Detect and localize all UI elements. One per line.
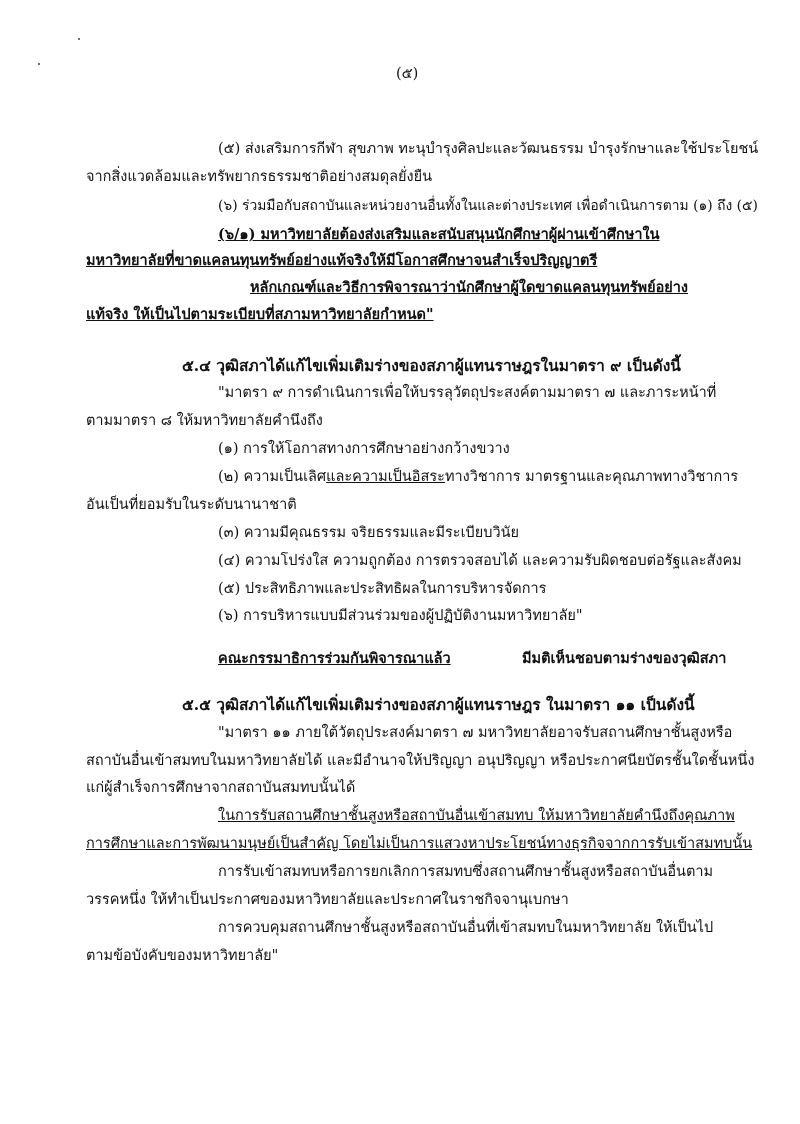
section-5-4-intro-line2: ตามมาตรา ๘ ให้มหาวิทยาลัยคำนึงถึง: [86, 413, 323, 429]
item-6-1-line2: มหาวิทยาลัยที่ขาดแคลนทุนทรัพย์อย่างแท้จริงให้มีโอกาสศึกษาจนสำเร็จปริญญาตรี: [86, 252, 598, 269]
section-5-5-p1-line2: สถาบันอื่นเข้าสมทบในมหาวิทยาลัยได้ และมีอำนาจให้ปริญญา อนุปริญญา หรือประกาศนียบัตรชั้นใดชั้นหนึ่ง: [86, 753, 755, 769]
page-number: (๕): [396, 66, 419, 82]
scan-speck: [78, 38, 80, 40]
section-5-4-item-3: (๓) ความมีคุณธรรม จริยธรรมและมีระเบียบวินัย: [218, 525, 520, 541]
section-5-4-item-4: (๔) ความโปร่งใส ความถูกต้อง การตรวจสอบได้ และความรับผิดชอบต่อรัฐและสังคม: [218, 553, 742, 569]
section-5-5-p4-line2: ตามข้อบังคับของมหาวิทยาลัย": [86, 948, 279, 964]
item-6-1-line1: (๖/๑) มหาวิทยาลัยต้องส่งเสริมและสนับสนุนนักศึกษาผู้ผ่านเข้าศึกษาใน: [218, 226, 660, 243]
section-5-4-item-5: (๕) ประสิทธิภาพและประสิทธิผลในการบริหารจัดการ: [218, 581, 547, 597]
scan-speck: [38, 63, 40, 65]
section-5-4-item-6: (๖) การบริหารแบบมีส่วนร่วมของผู้ปฏิบัติงานมหาวิทยาลัย": [218, 608, 583, 624]
section-5-4-item-2: [218, 467, 738, 487]
item-6: (๖) ร่วมมือกับสถาบันและหน่วยงานอื่นทั้งในและต่างประเทศ เพื่อดำเนินการตาม (๑) ถึง (๕): [218, 198, 758, 214]
item-2-text-a: (๒) ความเป็นเลิศ: [218, 469, 327, 485]
committee-left: คณะกรรมาธิการร่วมกันพิจารณาแล้ว: [218, 650, 451, 667]
item-2-underlined-insert: และความเป็นอิสระ: [326, 469, 445, 485]
section-5-4-heading: ๕.๔ วุฒิสภาได้แก้ไขเพิ่มเติมร่างของสภาผู้แทนราษฎรในมาตรา ๙ เป็นดังนี้: [182, 356, 681, 375]
section-5-5-p4-line1: การควบคุมสถานศึกษาชั้นสูงหรือสถาบันอื่นที่เข้าสมทบในมหาวิทยาลัย ให้เป็นไป: [218, 920, 714, 936]
item-5-line1: (๕) ส่งเสริมการกีฬา สุขภาพ ทะนุบำรุงศิลปะและวัฒนธรรม บำรุงรักษาและใช้ประโยชน์: [218, 141, 759, 157]
section-5-4-intro-line1: "มาตรา ๙ การดำเนินการเพื่อให้บรรลุวัตถุประสงค์ตามมาตรา ๗ และภาระหน้าที่: [218, 385, 717, 401]
section-5-4-item-1: (๑) การให้โอกาสทางการศึกษาอย่างกว้างขวาง: [218, 441, 510, 457]
section-5-5-heading: ๕.๕ วุฒิสภาได้แก้ไขเพิ่มเติมร่างของสภาผู้แทนราษฎร ในมาตรา ๑๑ เป็นดังนี้: [182, 695, 695, 714]
section-5-5-p2-line2: การศึกษาและการพัฒนามนุษย์เป็นสำคัญ โดยไม่เป็นการแสวงหาประโยชน์ทางธุรกิจจากการรับเข้าสมทบนั้น: [86, 836, 753, 852]
item-6-1-line3: หลักเกณฑ์และวิธีการพิจารณาว่านักศึกษาผู้ใดขาดแคลนทุนทรัพย์อย่าง: [250, 279, 689, 296]
item-5-line2: จากสิ่งแวดล้อมและทรัพยากรธรรมชาติอย่างสมดุลยั่งยืน: [86, 169, 433, 185]
section-5-5-p2-line1: ในการรับสถานศึกษาชั้นสูงหรือสถาบันอื่นเข้าสมทบ ให้มหาวิทยาลัยคำนึงถึงคุณภาพ: [218, 808, 735, 824]
section-5-5-p1-line3: แก่ผู้สำเร็จการศึกษาจากสถาบันสมทบนั้นได้: [86, 780, 356, 796]
section-5-5-p3-line1: การรับเข้าสมทบหรือการยกเลิกการสมทบซึ่งสถานศึกษาชั้นสูงหรือสถาบันอื่นตาม: [218, 864, 714, 880]
section-5-5-p3-line2: วรรคหนึ่ง ให้ทำเป็นประกาศของมหาวิทยาลัยและประกาศในราชกิจจานุเบกษา: [86, 892, 569, 908]
item-6-1-line4: แท้จริง ให้เป็นไปตามระเบียบที่สภามหาวิทยาลัยกำหนด": [86, 306, 434, 323]
item-2-text-b: ทางวิชาการ มาตรฐานและคุณภาพทางวิชาการ: [444, 469, 739, 485]
committee-resolution: มีมติเห็นชอบตามร่างของวุฒิสภา: [522, 650, 727, 667]
section-5-4-item-2-line2: อันเป็นที่ยอมรับในระดับนานาชาติ: [86, 497, 297, 513]
section-5-5-p1-line1: "มาตรา ๑๑ ภายใต้วัตถุประสงค์มาตรา ๗ มหาวิทยาลัยอาจรับสถานศึกษาชั้นสูงหรือ: [218, 725, 733, 741]
